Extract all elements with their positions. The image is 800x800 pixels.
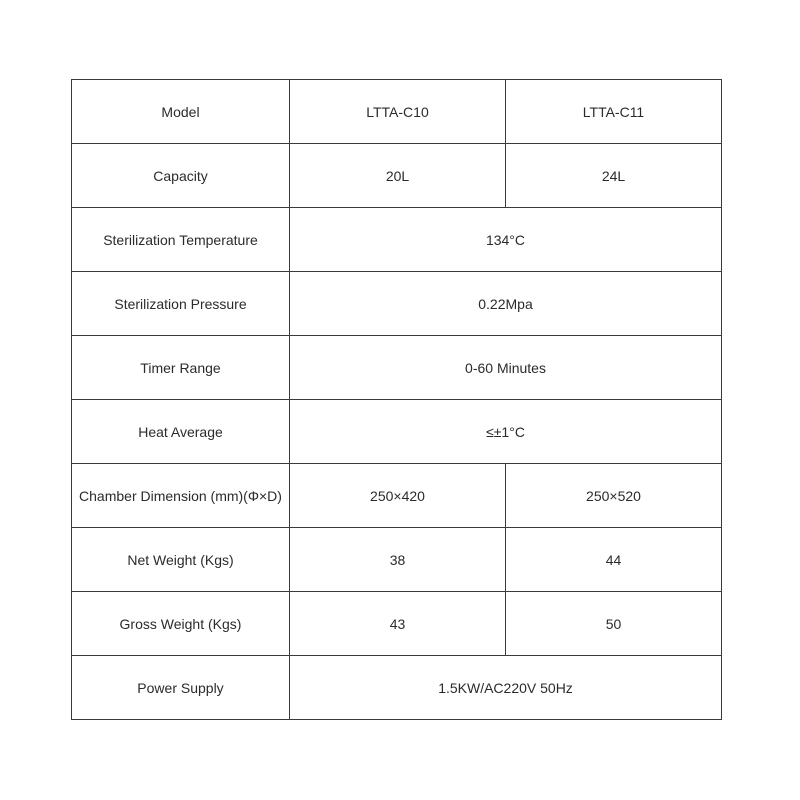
cell-net-weight-c10: 38	[290, 528, 506, 592]
cell-chamber-dimension-c10: 250×420	[290, 464, 506, 528]
table-row-sterilization-pressure	[72, 272, 722, 336]
table-row-heat-average	[72, 400, 722, 464]
table-row-sterilization-temperature	[72, 208, 722, 272]
row-label-heat-average: Heat Average	[72, 400, 290, 464]
cell-capacity-c11: 24L	[506, 144, 722, 208]
row-label-power-supply: Power Supply	[72, 656, 290, 720]
row-label-timer-range: Timer Range	[72, 336, 290, 400]
cell-chamber-dimension-c11: 250×520	[506, 464, 722, 528]
row-label-sterilization-temperature: Sterilization Temperature	[72, 208, 290, 272]
spec-table	[71, 79, 722, 720]
table-row-power-supply	[72, 656, 722, 720]
table-row-timer-range	[72, 336, 722, 400]
cell-net-weight-c11: 44	[506, 528, 722, 592]
table-row-net-weight	[72, 528, 722, 592]
row-label-sterilization-pressure: Sterilization Pressure	[72, 272, 290, 336]
table-row-gross-weight	[72, 592, 722, 656]
cell-model-c10: LTTA-C10	[290, 80, 506, 144]
row-label-net-weight: Net Weight (Kgs)	[72, 528, 290, 592]
cell-sterilization-pressure: 0.22Mpa	[290, 272, 722, 336]
cell-gross-weight-c11: 50	[506, 592, 722, 656]
cell-power-supply: 1.5KW/AC220V 50Hz	[290, 656, 722, 720]
row-label-gross-weight: Gross Weight (Kgs)	[72, 592, 290, 656]
row-label-chamber-dimension: Chamber Dimension (mm)(Φ×D)	[72, 464, 290, 528]
cell-heat-average: ≤±1°C	[290, 400, 722, 464]
row-label-model: Model	[72, 80, 290, 144]
table-row-chamber-dimension	[72, 464, 722, 528]
spec-table-body	[72, 80, 722, 720]
table-row-capacity	[72, 144, 722, 208]
cell-model-c11: LTTA-C11	[506, 80, 722, 144]
row-label-capacity: Capacity	[72, 144, 290, 208]
table-row-model	[72, 80, 722, 144]
cell-sterilization-temperature: 134°C	[290, 208, 722, 272]
cell-gross-weight-c10: 43	[290, 592, 506, 656]
cell-capacity-c10: 20L	[290, 144, 506, 208]
cell-timer-range: 0-60 Minutes	[290, 336, 722, 400]
